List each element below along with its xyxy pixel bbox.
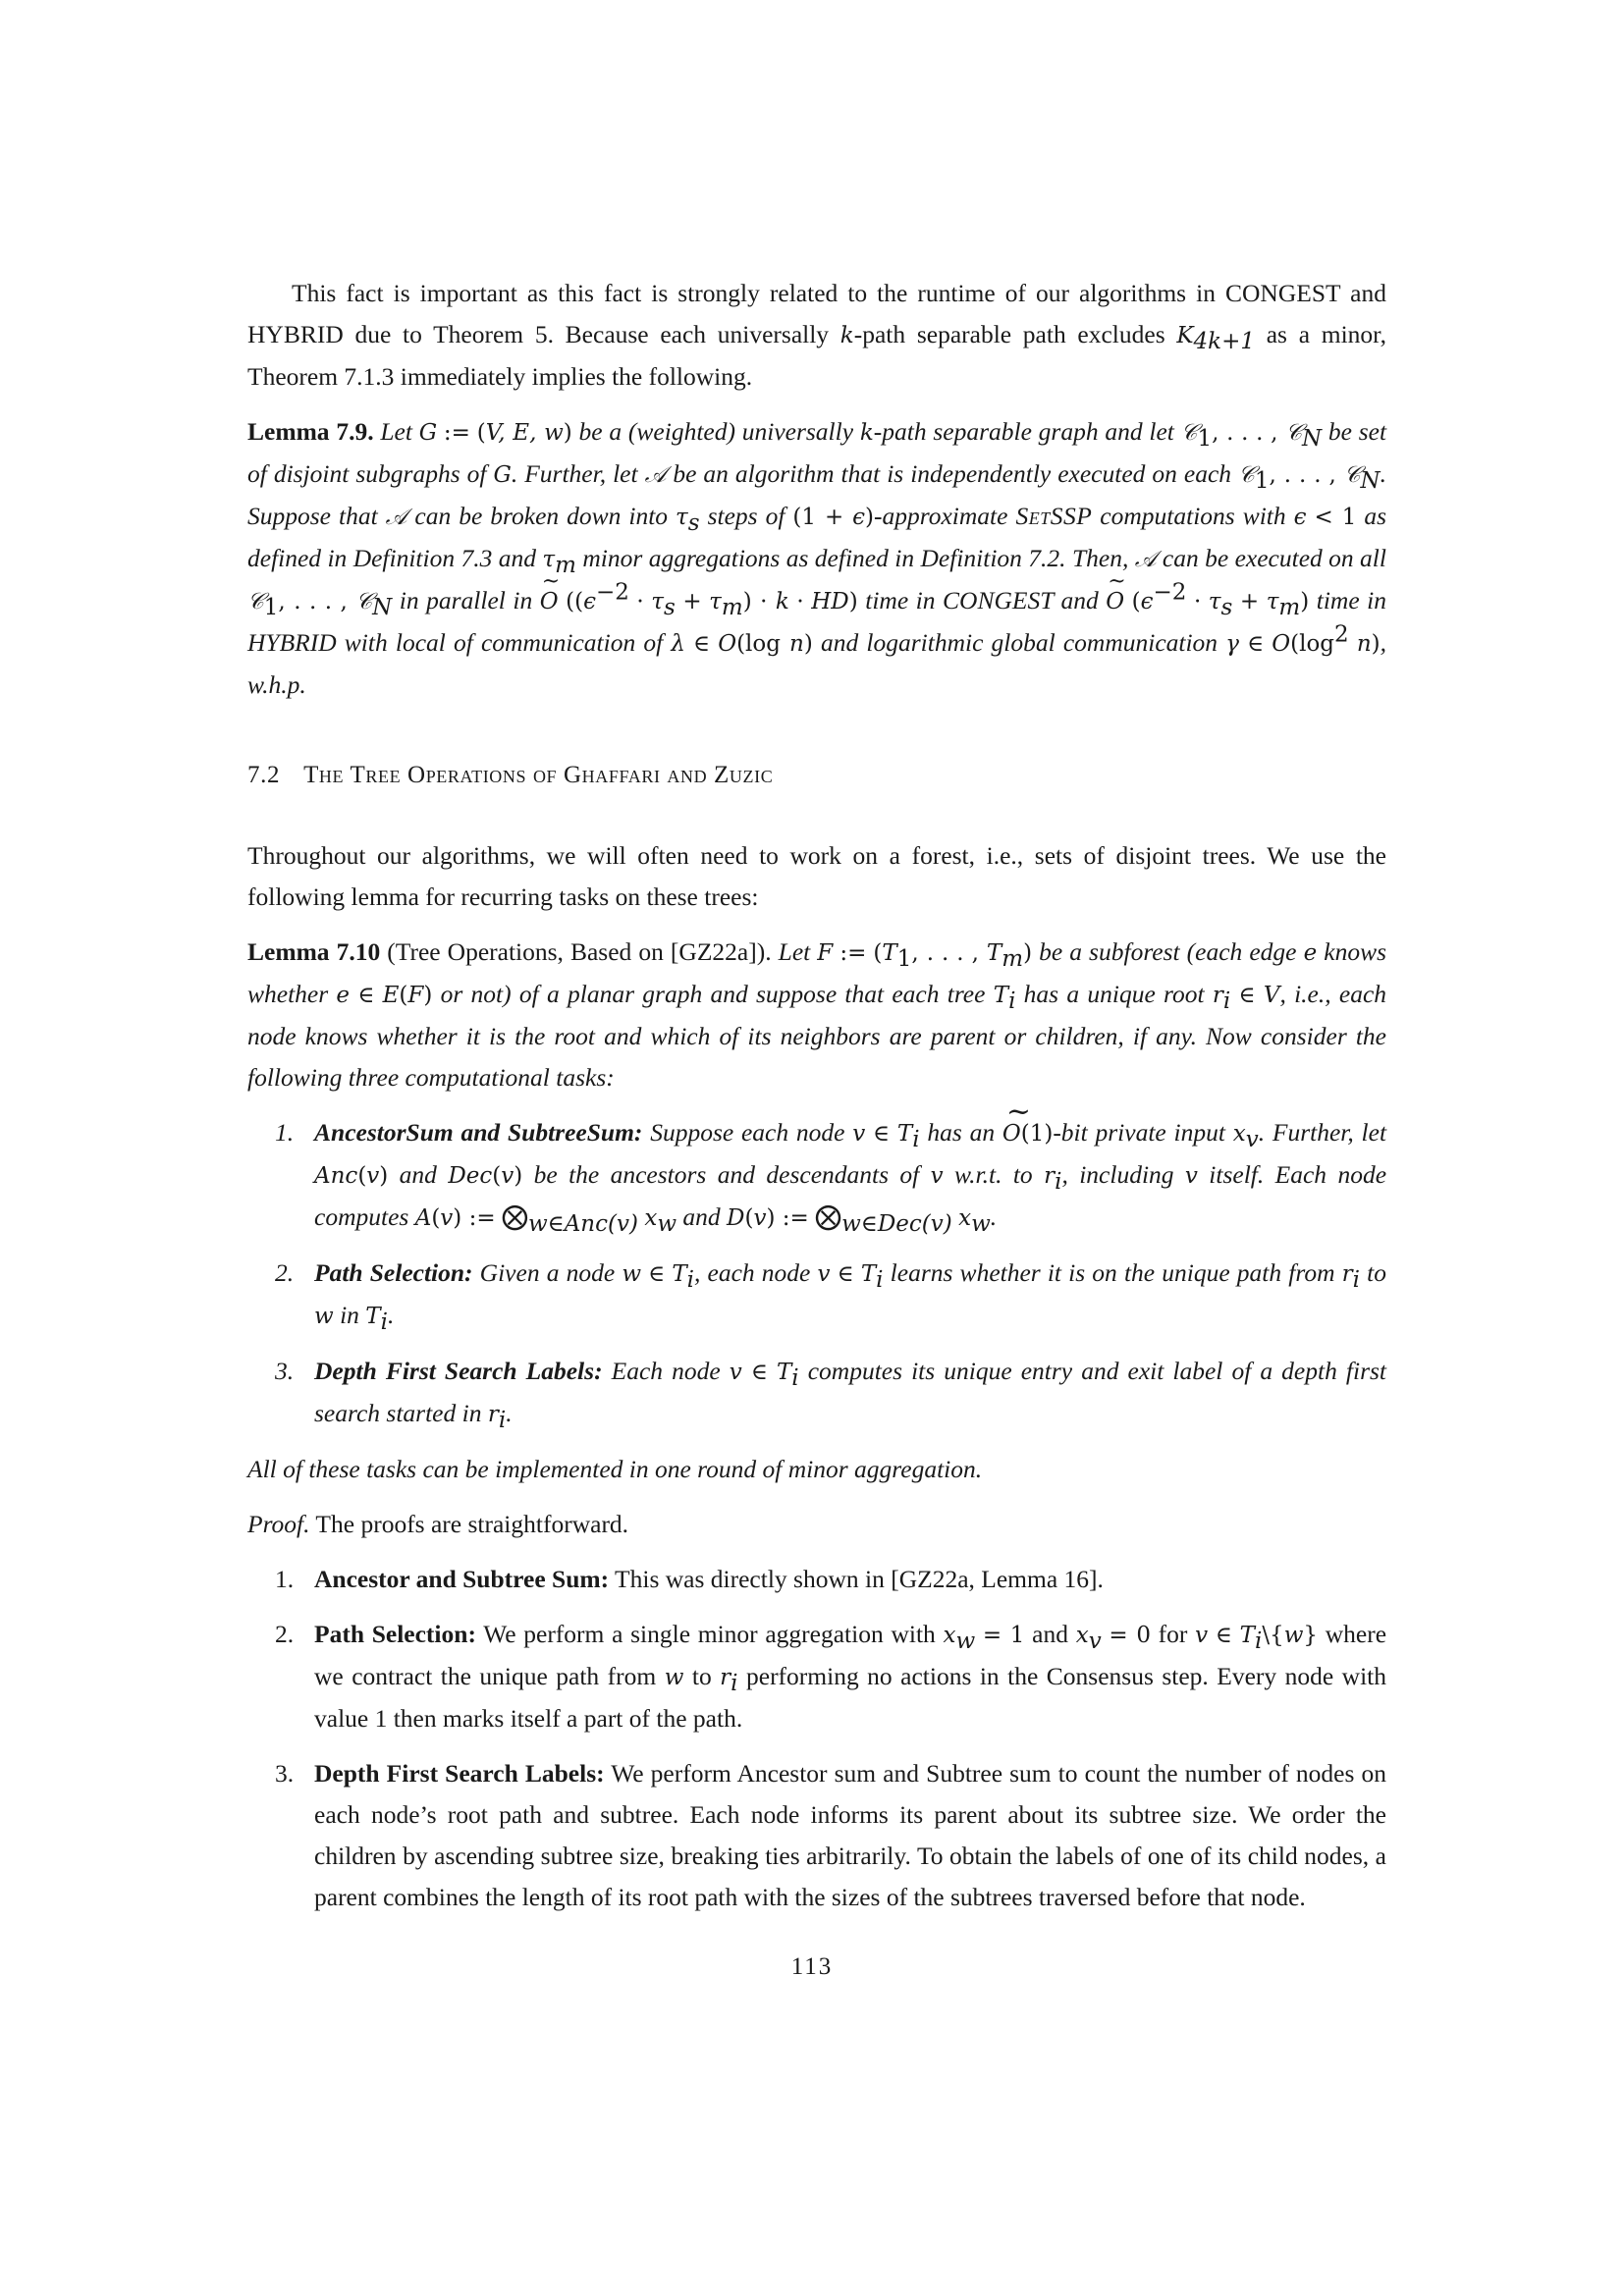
list-item <box>247 1753 1386 1918</box>
section-heading <box>247 755 1386 796</box>
text: -bit private input <box>1053 1118 1233 1147</box>
text: can be broken down into <box>406 502 677 530</box>
list-item: 2. Path Selection: Given a node w ∈ $T_i$, each node v ∈ $T_i$ learns whether it is on the unique path from $r_i$ to w in $T_i$. <box>247 1253 1386 1337</box>
list-marker: 1. <box>275 1118 295 1147</box>
list-marker: 3. <box>275 1759 295 1788</box>
text: This was directly shown in [GZ22a, Lemma 16]. <box>609 1565 1104 1593</box>
task-title: AncestorSum and SubtreeSum: <box>314 1118 643 1147</box>
text: , w.h.p. <box>247 628 1386 699</box>
page-body <box>247 273 1386 1932</box>
text: minor aggregations as defined in Definition 7.2. Then, <box>575 544 1135 572</box>
section-title: The Tree Operations of Ghaffari and Zuzic <box>303 762 774 788</box>
list-marker: 2. <box>275 1258 295 1287</box>
text: . <box>506 1399 513 1427</box>
text: as a minor, Theorem 7.1.3 immediately implies the following. <box>247 320 1386 391</box>
text: or not) of a planar graph and suppose that each tree <box>432 980 994 1008</box>
text: has an <box>919 1118 1002 1147</box>
text: We perform a single minor aggregation with <box>475 1620 944 1648</box>
text: be a (weighted) universally <box>571 417 860 446</box>
text: be the ancestors and descendants of <box>522 1160 931 1189</box>
page-number: 113 <box>790 1953 834 1980</box>
proof-item-title: Ancestor and Subtree Sum: <box>314 1565 610 1593</box>
text: . Suppose that <box>247 459 1386 530</box>
task-title: Path Selection: <box>314 1258 473 1287</box>
text: learns whether it is on the unique path from <box>883 1258 1342 1287</box>
proof-label: Proof. <box>247 1510 310 1538</box>
text: in parallel in <box>392 586 540 614</box>
text: to <box>1359 1258 1386 1287</box>
text: , i.e., each node knows whether it is the root and which of its neighbors are parent or children, if any. Now consider the following three computational tasks: <box>247 980 1387 1092</box>
text: be an algorithm that is independently executed on each <box>666 459 1239 488</box>
text: Each node <box>602 1357 730 1385</box>
proof-list <box>247 1559 1386 1918</box>
text: -path separable graph and let <box>873 417 1181 446</box>
list-item <box>247 1559 1386 1600</box>
list-item: 3. Depth First Search Labels: Each node v ∈ $T_i$ computes its unique entry and exit label of a depth first search started in $r_i$. <box>247 1351 1386 1435</box>
text: This fact is important as this fact is strongly related to the runtime of our algorithms in CONGEST and HYBRID due to Theorem 5. Because each universally <box>247 279 1386 348</box>
text: and <box>1024 1620 1076 1648</box>
text: computes its unique entry and exit label of a depth first search started in <box>314 1357 1387 1427</box>
list-item: 1. AncestorSum and SubtreeSum: Suppose each node v ∈ $T_i$ has an ~ O(1)-bit private input $x_v$. Further, let Anc(v) and Dec(v) be the ancestors and descendants of v w.r.t. to $r_i$, including v itself. Each node computes A(v) := $⨂_{w\in Anc(v)}$ $x_w$ and D(v) := $⨂_{w\in Dec(v)}$ $x_w$. <box>247 1112 1386 1239</box>
lemma-label: Lemma 7.10 <box>247 937 381 966</box>
text: w.r.t. to <box>943 1160 1045 1189</box>
text: The proofs are straightforward. <box>309 1510 629 1538</box>
text: and <box>388 1160 449 1189</box>
text: . Further, let <box>511 459 645 488</box>
text: to <box>683 1662 721 1690</box>
text: time in HYBRID with local of communication of <box>247 586 1387 657</box>
text: itself. Each node computes <box>314 1160 1387 1231</box>
list-marker: 1. <box>275 1565 295 1593</box>
lemma-7-10: Lemma 7.10 (Tree Operations, Based on [GZ22a]). Let F := ($T_1$, . . . , $T_m$) be a subforest (each edge e knows whether e ∈ E(F) or not) of a planar graph and suppose that each tree $T_i$ has a unique root $r_i$ ∈ V, i.e., each node knows whether it is the root and which of its neighbors are parent or children, if any. Now consider the following three computational tasks: <box>247 937 1387 1092</box>
lemma-source: (Tree Operations, Based on [GZ22a]). <box>380 937 772 966</box>
text: and <box>677 1202 727 1231</box>
list-item: 2. Path Selection: We perform a single minor aggregation with $x_w = 1$ and $x_v = 0$ for v ∈ $T_i\backslash\{w\}$ where we contract the unique path from w to $r_i$ performing no actions in the Consensus step. Every node with value 1 then marks itself a part of the path. <box>247 1614 1386 1739</box>
text: Let <box>771 937 818 966</box>
text: has a unique root <box>1015 980 1213 1008</box>
intro-paragraph: This fact is important as this fact is strongly related to the runtime of our algorithms in CONGEST and HYBRID due to Theorem 5. Because each universally k-path separable path excludes $K_{4k+1}$ as a minor, Theorem 7.1.3 immediately implies the following. <box>247 279 1386 391</box>
task-list <box>247 1112 1386 1435</box>
text: steps of <box>699 502 793 530</box>
proof <box>247 1504 1386 1545</box>
task-title: Depth First Search Labels: <box>314 1357 603 1385</box>
proof-item-title: Depth First Search Labels: <box>314 1759 605 1788</box>
list-marker: 3. <box>275 1357 295 1385</box>
text: be set of disjoint subgraphs of <box>247 417 1387 488</box>
list-marker: 2. <box>275 1620 295 1648</box>
text: as defined in Definition 7.3 and <box>247 502 1387 572</box>
lemma-label: Lemma 7.9. <box>247 417 374 446</box>
text: can be executed on all <box>1156 544 1386 572</box>
text: computations with <box>1092 502 1294 530</box>
text: be a subforest (each edge <box>1032 937 1304 966</box>
text: Suppose each node <box>642 1118 853 1147</box>
text: Given a node <box>472 1258 623 1287</box>
text: performing no actions in the Consensus step. Every node with value 1 then marks itself a part of the path. <box>314 1662 1386 1733</box>
text: for <box>1150 1620 1196 1648</box>
text: and logarithmic global communication <box>812 628 1226 657</box>
text: . <box>387 1301 395 1329</box>
text: We perform Ancestor sum and Subtree sum to count the number of nodes on each node’s root path and subtree. Each node informs its parent about its subtree size. We order the children by ascending subtree size, breaking ties arbitrarily. To obtain the labels of one of its child nodes, a parent combines the length of its root path with the sizes of the subtrees traversed before that node. <box>314 1759 1387 1911</box>
text: Let <box>373 417 419 446</box>
text: . Further, let <box>1258 1118 1387 1147</box>
forest-paragraph: Throughout our algorithms, we will often need to work on a forest, i.e., sets of disjoint trees. We use the following lemma for recurring tasks on these trees: <box>247 841 1386 911</box>
text: , including <box>1061 1160 1185 1189</box>
lemma-7-9: Lemma 7.9. Let G := (V, E, w) be a (weighted) universally k-path separable graph and let 𝒞$_1$, . . . , 𝒞$_N$ be set of disjoint subgraphs of G. Further, let 𝒜 be an algorithm that is independently executed on each 𝒞$_1$, . . . , 𝒞$_N$. Suppose that 𝒜 can be broken down into $\tau_s$ steps of (1 + ϵ)-approximate SetSSP computations with ϵ < 1 as defined in Definition 7.3 and $\tau_m$ minor aggregations as defined in Definition 7.2. Then, 𝒜 can be executed on all 𝒞$_1$, . . . , 𝒞$_N$ in parallel in ~ O $((\epsilon^{-2} \cdot \tau_s + \tau_m) \cdot k \cdot HD)$ time in CONGEST and ~ O $(\epsilon^{-2} \cdot \tau_s + \tau_m)$ time in HYBRID with local of communication of λ ∈ O(log n) and logarithmic global communication γ ∈ $O(\log^2$ n), w.h.p. <box>247 411 1386 706</box>
setssp-name: SetSSP <box>1015 502 1093 530</box>
text: where we contract the unique path from <box>314 1620 1387 1690</box>
text: knows whether <box>247 937 1386 1008</box>
text: . <box>990 1202 998 1231</box>
text: -approximate <box>874 502 1016 530</box>
section-number: 7.2 <box>247 762 281 788</box>
text: -path separable path excludes <box>853 320 1177 348</box>
proof-item-title: Path Selection: <box>314 1620 476 1648</box>
text: in <box>333 1301 366 1329</box>
text: time in CONGEST and <box>857 586 1107 614</box>
text: , each node <box>694 1258 818 1287</box>
conclusion-sentence: All of these tasks can be implemented in one round of minor aggregation. <box>247 1455 983 1483</box>
